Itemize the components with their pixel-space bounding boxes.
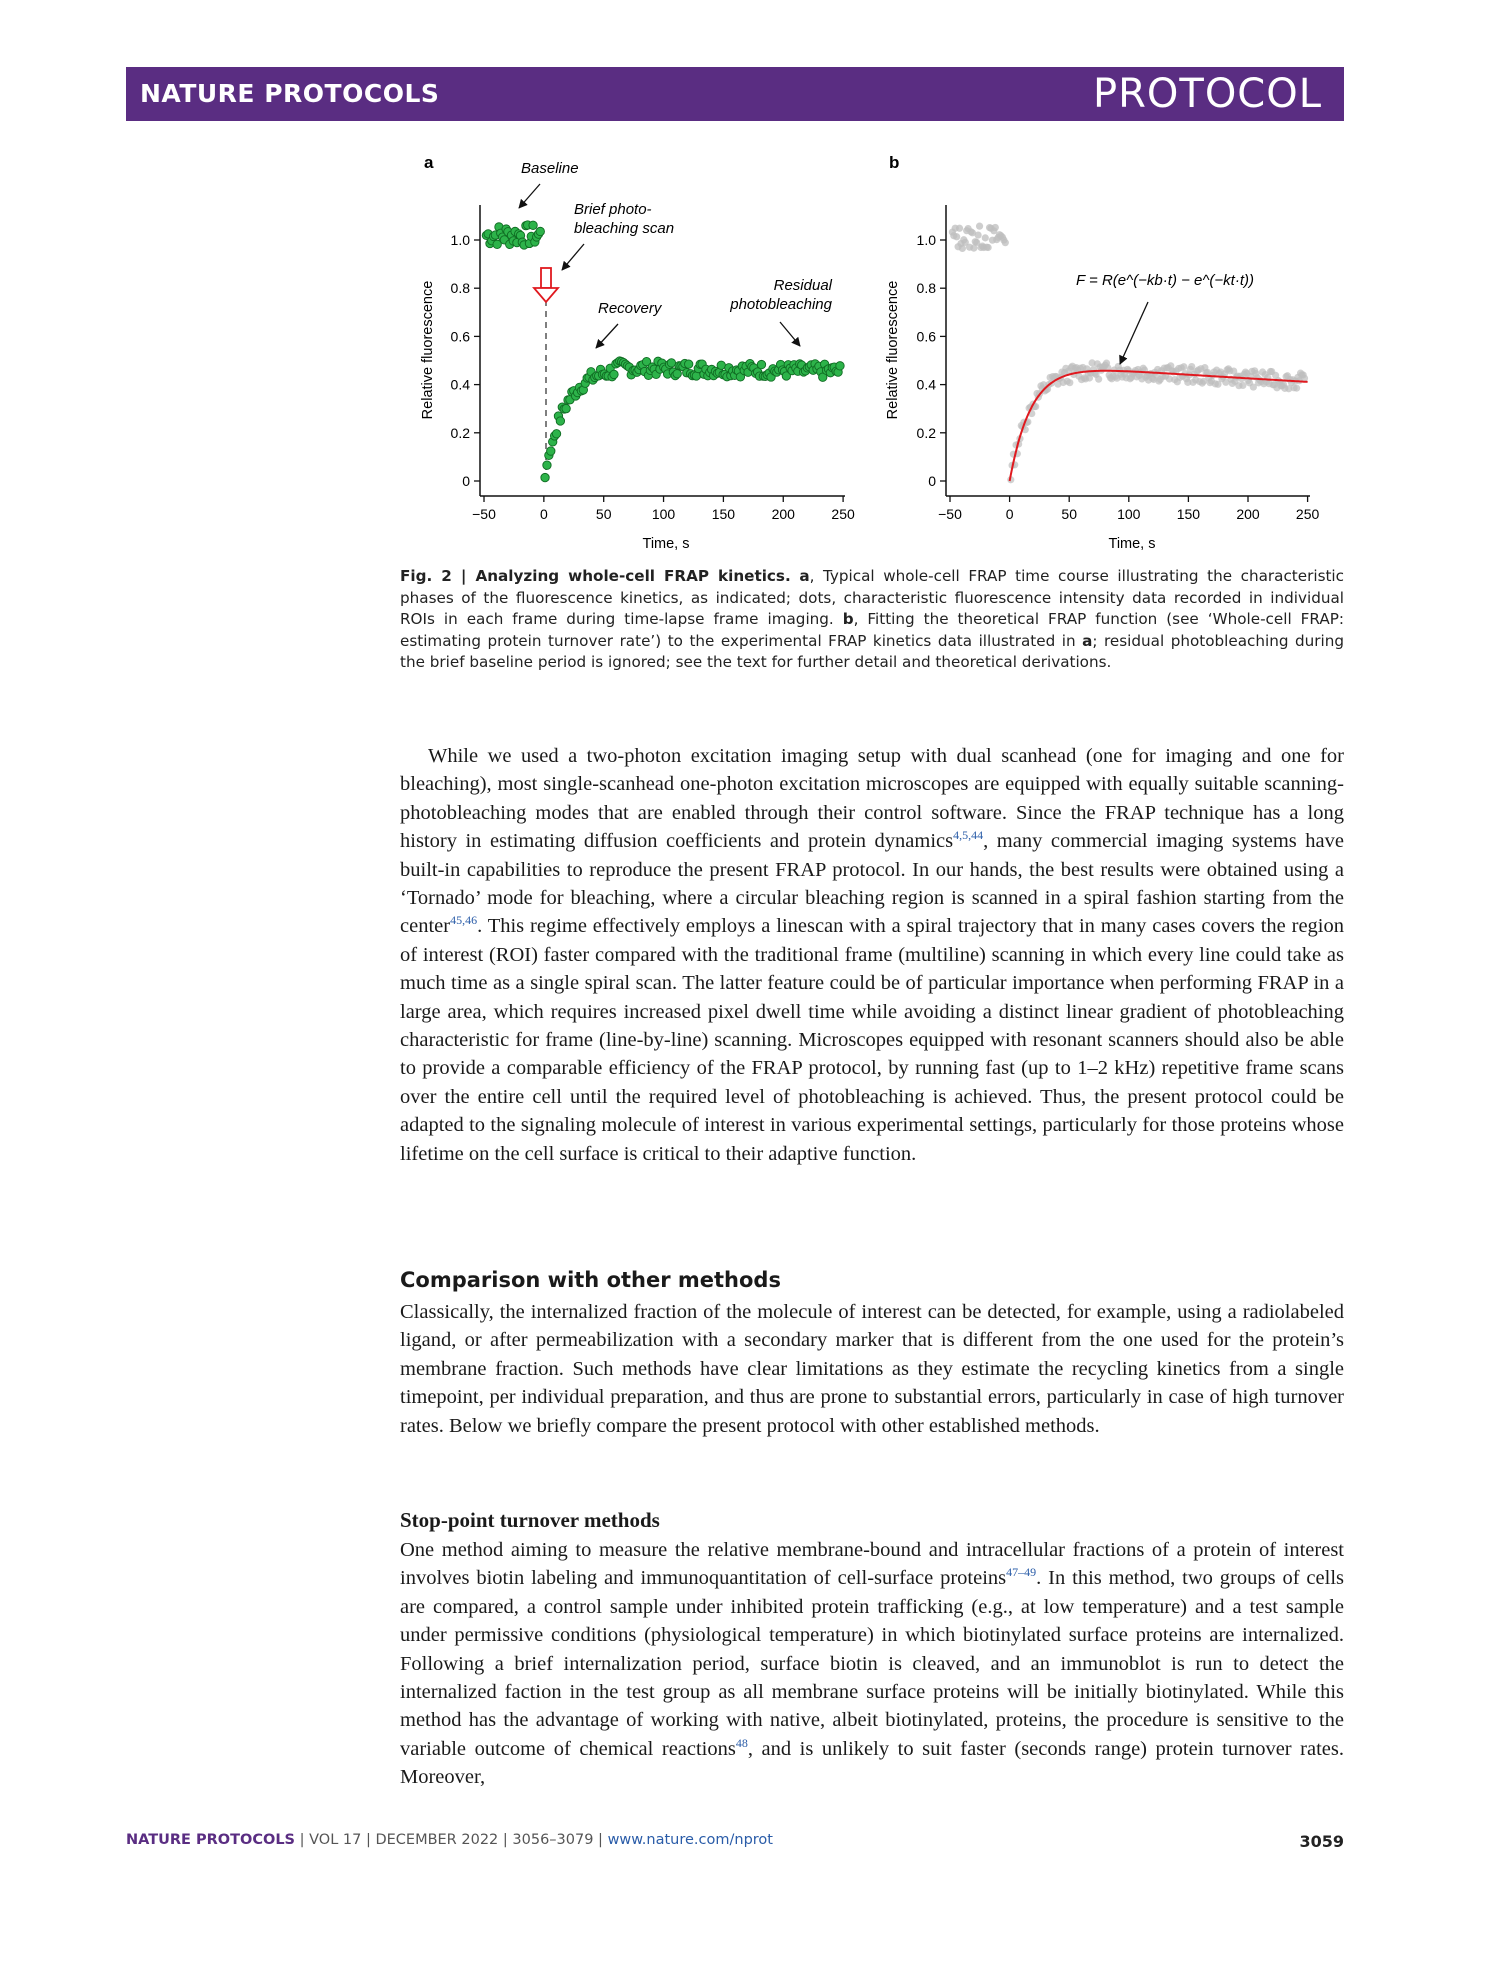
annotation-bleach-arrow <box>562 244 584 270</box>
paragraph-stop-point <box>400 1536 1344 1792</box>
article-type: PROTOCOL <box>1092 71 1322 117</box>
y-tick-label: 0.4 <box>450 376 470 393</box>
data-point <box>547 447 555 455</box>
fit-equation: F = R(e^(−kb·t) − e^(−kt·t)) <box>1075 272 1254 289</box>
footer-url-link[interactable]: www.nature.com/nprot <box>607 1832 773 1848</box>
citation-ref[interactable]: 4,5,44 <box>953 828 984 843</box>
panel-a-x-ticks <box>472 496 855 522</box>
fit-equation-arrow <box>1120 302 1148 364</box>
citation-ref[interactable]: 45,46 <box>450 913 478 928</box>
data-point <box>1293 385 1300 392</box>
x-tick-label: 250 <box>1295 506 1320 522</box>
data-point <box>1239 382 1246 389</box>
caption-b-ref: a <box>1082 631 1093 650</box>
annotation-recovery: Recovery <box>598 300 662 317</box>
data-point <box>541 473 549 481</box>
panel-a-xlabel: Time, s <box>642 536 690 552</box>
citation-ref[interactable]: 47–49 <box>1006 1565 1037 1580</box>
annotation-residual-line1: Residual <box>773 277 832 294</box>
data-point <box>956 225 963 232</box>
data-point <box>610 370 618 378</box>
y-tick-label: 0.4 <box>916 376 936 393</box>
panel-b-label: b <box>889 153 900 172</box>
y-tick-label: 0.2 <box>450 424 470 441</box>
paragraph-frap-setup <box>400 742 1344 1168</box>
figure-2 <box>0 0 1489 560</box>
footer-sep: | <box>593 1832 608 1848</box>
footer-date: DECEMBER 2022 <box>375 1832 499 1848</box>
paragraph-comparison <box>400 1298 1344 1440</box>
caption-b-label: b <box>842 610 854 629</box>
footer-journal: NATURE PROTOCOLS <box>126 1832 296 1848</box>
y-tick-label: 0.8 <box>916 280 936 297</box>
x-tick-label: 50 <box>1061 506 1077 522</box>
panel-a-label: a <box>424 153 434 172</box>
caption-a-label: a <box>799 567 810 585</box>
panel-b-xlabel: Time, s <box>1108 536 1156 552</box>
x-tick-label: 0 <box>1005 506 1014 522</box>
panel-a-plot <box>420 160 855 552</box>
annotation-baseline: Baseline <box>521 160 579 177</box>
x-tick-label: −50 <box>938 506 962 522</box>
para3-part2: . In this method, two groups of cells are compared, a control sample under inhibited protein trafficking (e.g., at low temperature) and a test sample under permissive conditions (physiological temperature) in which biotinylated surface proteins are internalized. Following a brief internalization period, surface biotin is cleaved, and an immunoblot is run to detect the internalized faction in the test group as all membrane surface proteins will be initially biotinylated. While this method has the advantage of working with native, albeit biotinylated, proteins, the procedure is sensitive to the variable outcome of chemical reactions <box>400 1567 1344 1760</box>
y-tick-label: 0.2 <box>916 424 936 441</box>
data-point <box>1066 379 1073 386</box>
panel-b-x-ticks <box>938 496 1319 522</box>
footer-sep: | <box>498 1832 513 1848</box>
annotation-recovery-arrow <box>596 324 618 348</box>
panel-b-plot <box>885 205 1319 552</box>
para1-part1: While we used a two-photon excitation imaging setup with dual scanhead (one for imaging and one for bleaching), most single-scanhead one-photon excitation microscopes are equipped with equally suitable scanning-photobleaching modes that are enabled through their control software. Since the FRAP technique has a long history in estimating diffusion coefficients and protein dynamics <box>400 745 1344 853</box>
bleach-arrow <box>534 268 558 302</box>
caption-b-text-2: ; residual photobleaching during the brief baseline period is ignored; see the text for further detail and theoretical derivations. <box>400 631 1345 672</box>
y-tick-label: 0.6 <box>450 328 470 345</box>
y-tick-label: 0 <box>928 473 936 489</box>
panel-a-ylabel: Relative fluorescence <box>420 280 436 420</box>
data-point <box>1002 239 1009 246</box>
para3-part1: One method aiming to measure the relative membrane-bound and intracellular fractions of a protein of interest involves biotin labeling and immunoquantitation of cell-surface proteins <box>400 1539 1344 1590</box>
panel-b-data-points <box>949 223 1308 484</box>
x-tick-label: 200 <box>771 506 795 522</box>
data-point <box>992 224 999 231</box>
section-heading: Comparison with other methods <box>400 1268 781 1292</box>
x-tick-label: 250 <box>831 506 855 522</box>
subsection-heading: Stop-point turnover methods <box>400 1508 660 1532</box>
para1-part2: , many commercial imaging systems have built-in capabilities to reproduce the present FRAP protocol. In our hands, the best results were obtained using a ‘Tornado’ mode for bleaching, where a circular bleaching region is scanned in a spiral fashion starting from the center <box>400 830 1344 938</box>
data-point <box>975 231 982 238</box>
panel-b-fit-curve <box>1010 371 1308 481</box>
caption-b-text-1: , Fitting the theoretical FRAP function (see ‘Whole-cell FRAP: estimating protein turnover rate’) to the experimental FRAP kinetics data illustrated in <box>400 610 1345 650</box>
footer-sep: | <box>361 1832 376 1848</box>
page-number: 3059 <box>1299 1832 1344 1851</box>
footer-volume: VOL 17 <box>309 1832 362 1848</box>
data-point <box>562 404 570 412</box>
journal-name: NATURE PROTOCOLS <box>140 79 440 108</box>
annotation-baseline-arrow <box>519 184 540 208</box>
data-point <box>543 461 551 469</box>
data-point <box>552 430 560 438</box>
para3-part3: , and is unlikely to suit faster (seconds range) protein turnover rates. Moreover, <box>400 1737 1344 1789</box>
annotation-bleach-line2: bleaching scan <box>574 220 675 237</box>
annotation-residual-arrow <box>780 322 800 346</box>
y-tick-label: 0.8 <box>450 280 470 297</box>
annotation-residual-line2: photobleaching <box>730 296 832 313</box>
annotation-bleach-line1: Brief photo- <box>574 201 652 218</box>
data-point <box>684 360 692 368</box>
data-point <box>556 417 564 425</box>
x-tick-label: 150 <box>1176 506 1201 522</box>
x-tick-label: 50 <box>595 506 612 522</box>
data-point <box>982 234 989 241</box>
panel-b-ylabel: Relative fluorescence <box>885 280 901 420</box>
panel-b-y-ticks <box>917 232 946 489</box>
y-tick-label: 0.6 <box>916 328 936 345</box>
data-point <box>536 227 544 235</box>
y-tick-label: 1.0 <box>916 232 936 248</box>
data-point <box>529 221 537 229</box>
x-tick-label: 100 <box>1117 506 1141 522</box>
y-tick-label: 1.0 <box>450 232 470 248</box>
panel-a-data-points <box>482 221 844 482</box>
data-point <box>1180 363 1187 370</box>
x-tick-label: 200 <box>1236 506 1260 522</box>
x-tick-label: 100 <box>651 506 676 522</box>
data-point <box>953 233 960 240</box>
data-point <box>757 360 765 368</box>
x-tick-label: −50 <box>472 506 496 522</box>
data-point <box>836 362 844 370</box>
caption-label: Fig. 2 | Analyzing whole-cell FRAP kinetics. <box>400 567 791 585</box>
x-tick-label: 0 <box>539 506 548 522</box>
page-footer <box>126 1832 1344 1851</box>
data-point <box>717 361 725 369</box>
panel-a-y-ticks <box>451 232 480 489</box>
citation-ref[interactable]: 48 <box>735 1736 748 1751</box>
data-point <box>976 223 983 230</box>
data-point <box>985 244 992 251</box>
para2-text: Classically, the internalized fraction of the molecule of interest can be detected, for example, using a radiolabeled ligand, or after permeabilization with a secondary marker that is different from the one used for the protein’s membrane fraction. Such methods have clear limitations as they estimate the recycling kinetics from a single timepoint, per individual preparation, and thus are prone to substantial errors, particularly in case of high turnover rates. Below we briefly compare the present protocol with other established methods. <box>400 1301 1344 1437</box>
figure-caption <box>400 566 1344 674</box>
data-point <box>1095 376 1102 383</box>
footer-pages: 3056–3079 <box>512 1832 594 1848</box>
para1-part3: . This regime effectively employs a linescan with a spiral trajectory that in many cases covers the region of interest (ROI) faster compared with the traditional frame (multiline) scanning in which every line could take as much time as a single spiral scan. The latter feature could be of particular importance when performing FRAP in a large area, which requires increased pixel dwell time while avoiding a distinct linear gradient of photobleaching characteristic for frame (line-by-line) scanning. Microscopes equipped with resonant scanners should also be able to provide a comparable efficiency of the FRAP protocol, by running fast (up to 1–2 kHz) repetitive frame scans over the entire cell until the required level of photobleaching is achieved. Thus, the present protocol could be adapted to the signaling molecule of interest in various experimental settings, particularly for those proteins whose lifetime on the cell surface is critical to their adaptive function. <box>400 915 1344 1165</box>
caption-a-text: , Typical whole-cell FRAP time course illustrating the characteristic phases of the fluorescence kinetics, as indicated; dots, characteristic fluorescence intensity data recorded in individual ROIs in each frame during time-lapse frame imaging. <box>400 567 1345 629</box>
x-tick-label: 150 <box>711 506 736 522</box>
data-point <box>667 359 675 367</box>
data-point <box>673 370 681 378</box>
y-tick-label: 0 <box>462 473 470 489</box>
footer-sep: | <box>295 1832 310 1848</box>
